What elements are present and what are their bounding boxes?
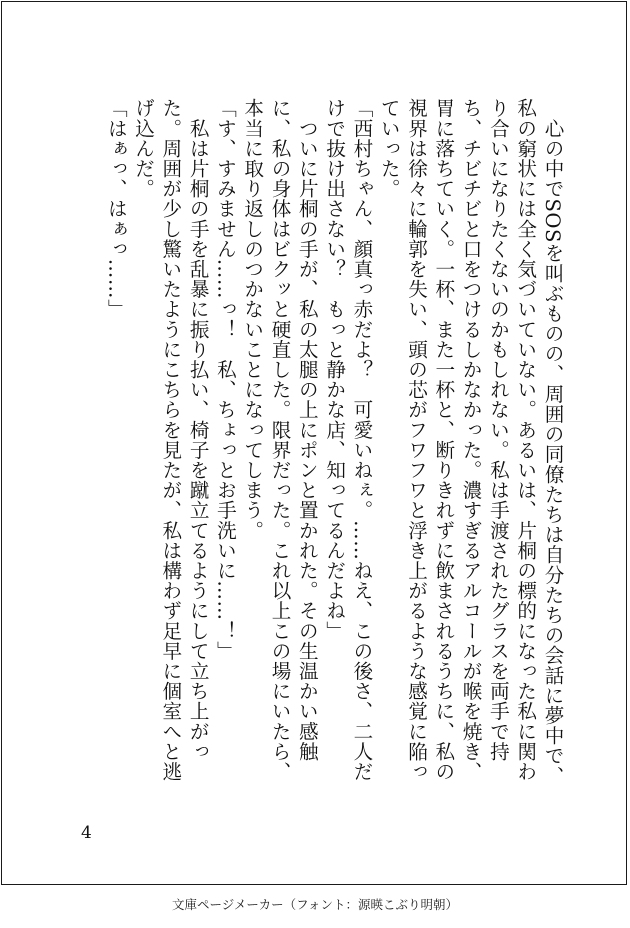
paragraph-1: 心の中でSOSを叫ぶものの、周囲の同僚たちは自分たちの会話に夢中で、私の窮状には全く気づいていない。あるいは、片桐の標的になった私に関わり合いになりたくないのかもしれない。私は手渡されたグラスを両手で持ち、チビチビと口をつけるしかなかった。濃すぎるアルコールが喉を焼き、胃に落ちていく。一杯、また一杯と、断りきれずに飲まされるうちに、私の視界は徐々に輪郭を失い、頭の芯がフワフワと浮き上がるような感覚に陥っていった。 [377, 98, 564, 786]
footer-caption: 文庫ページメーカー（フォント：源暎こぶり明朝） [171, 897, 458, 912]
paragraph-5: 私は片桐の手を乱暴に振り払い、椅子を蹴立てるようにして立ち上がった。周囲が少し驚いたようにこちらを見たが、私は構わず足早に個室へと逃げ込んだ。 [131, 98, 210, 782]
page-number: 4 [81, 823, 92, 843]
paragraph-2: 「西村ちゃん、顔真っ赤だよ？ 可愛いねぇ。……ねえ、この後さ、二人だけで抜け出さない？ もっと静かな店、知ってるんだよね」 [322, 98, 373, 782]
vertical-text-body [76, 98, 566, 798]
paragraph-6: 「はぁっ、はぁっ……」 [104, 98, 128, 320]
paragraph-4: 「す、すみません……っ！ 私、ちょっとお手洗いに……！」 [213, 98, 237, 661]
paragraph-3: ついに片桐の手が、私の太腿の上にポンと置かれた。その生温かい感触に、私の身体はビクッと硬直した。限界だった。これ以上この場にいたら、本当に取り返しのつかないことになってしまう。 [240, 98, 319, 782]
